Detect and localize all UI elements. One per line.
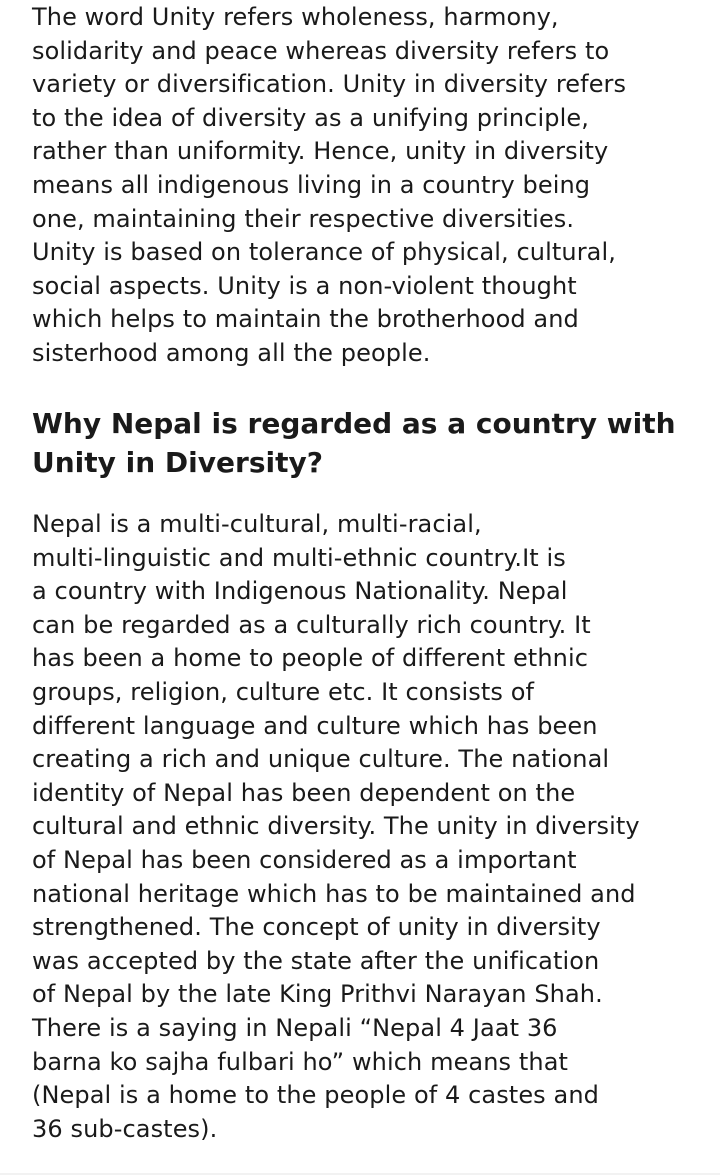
section-heading: Why Nepal is regarded as a country with Unity in Diversity? [32,407,676,479]
intro-paragraph: The word Unity refers wholeness, harmony, solidarity and peace whereas diversity refers to variety or diversification. Unity in diversity refers to the idea of diversity as a unifying principle, rather than uniformity. Hence, unity in diversity means all indigenous living in a country being one, maintaining their respective diversities. Unity is based on tolerance of physical, cultural, social aspects. Unity is a non-violent thought which helps to maintain the brotherhood and sisterhood among all the people. [32,3,627,367]
body-paragraph: Nepal is a multi-cultural, multi-racial, multi-linguistic and multi-ethnic country.It is a country with Indigenous Nationality. Nepal can be regarded as a culturally rich country. It has been a home to people of different ethnic groups, religion, culture etc. It consists of different language and culture which has been creating a rich and unique culture. The national identity of Nepal has been dependent on the cultural and ethnic diversity. The unity in diversity of Nepal has been considered as a important national heritage which has to be maintained and strengthened. The concept of unity in diversity was accepted by the state after the unification of Nepal by the late King Prithvi Narayan Shah. There is a saying in Nepali “Nepal 4 Jaat 36 barna ko sajha fulbari ho” which means that (Nepal is a home to the people of 4 castes and 36 sub-castes). [32,510,640,1143]
